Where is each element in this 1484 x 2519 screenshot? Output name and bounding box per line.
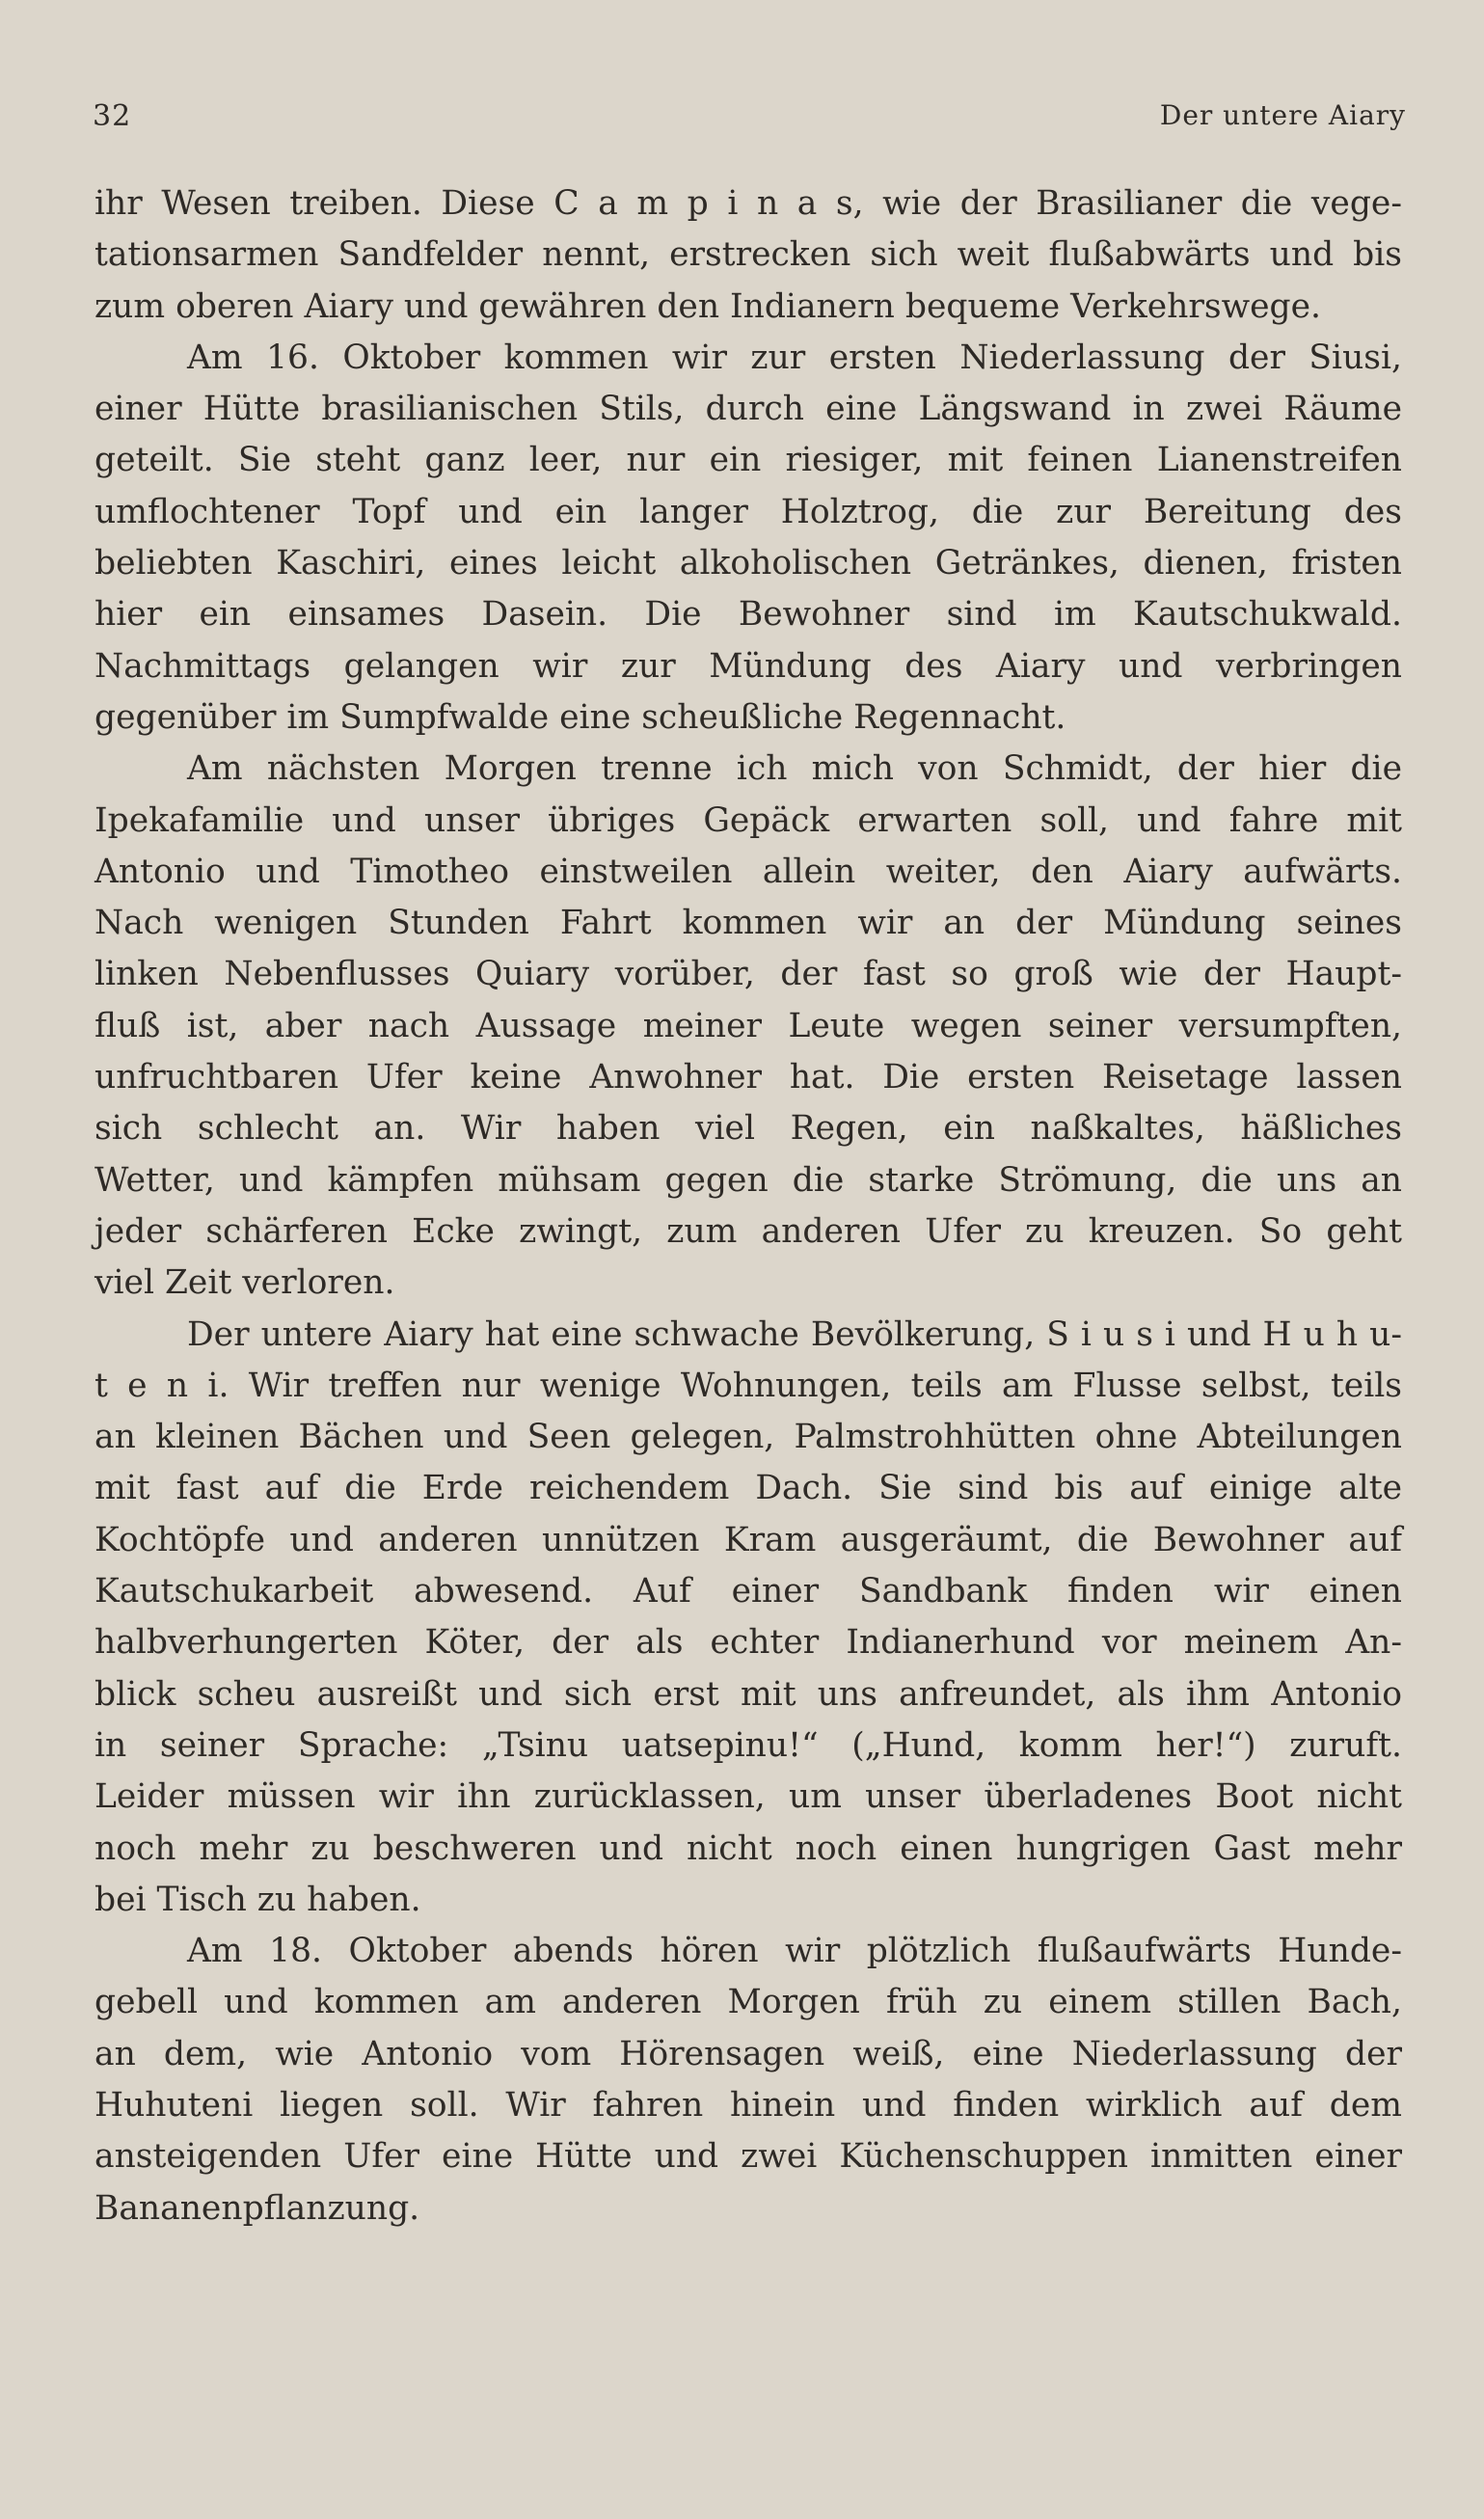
text-line: Huhuteni liegen soll. Wir fahren hinein und finden wirklich auf dem	[94, 2085, 1402, 2125]
text-line: Nachmittags gelangen wir zur Mündung des Aiary und verbringen	[94, 646, 1402, 686]
text-line: Am 18. Oktober abends hören wir plötzlich flußaufwärts Hunde-	[187, 1932, 1402, 1971]
text-line: beliebten Kaschiri, eines leicht alkoholischen Getränkes, dienen, fristen	[94, 544, 1402, 583]
text-line: Am 16. Oktober kommen wir zur ersten Niederlassung der Siusi,	[187, 338, 1402, 377]
text-line: ihr Wesen treiben. Diese C a m p i n a s, wie der Brasilianer die vege-	[94, 184, 1402, 223]
text-line: tationsarmen Sandfelder nennt, erstrecken sich weit flußabwärts und bis	[94, 235, 1402, 275]
text-line: Nach wenigen Stunden Fahrt kommen wir an der Mündung seines	[94, 904, 1402, 943]
text-line: gebell und kommen am anderen Morgen früh zu einem stillen Bach,	[94, 1983, 1402, 2022]
text-line: geteilt. Sie steht ganz leer, nur ein riesiger, mit feinen Lianenstreifen	[94, 441, 1402, 480]
text-line: ansteigenden Ufer eine Hütte und zwei Küchenschuppen inmitten einer	[94, 2137, 1402, 2177]
body-text	[94, 178, 1402, 2235]
text-line: Wetter, und kämpfen mühsam gegen die starke Strömung, die uns an	[94, 1160, 1402, 1200]
page-number: 32	[93, 99, 132, 133]
page-header	[93, 99, 1406, 138]
text-line: Ipekafamilie und unser übriges Gepäck erwarten soll, und fahre mit	[94, 800, 1402, 840]
text-line: Kautschukarbeit abwesend. Auf einer Sandbank finden wir einen	[94, 1572, 1402, 1612]
text-line: mit fast auf die Erde reichendem Dach. Sie sind bis auf einige alte	[94, 1469, 1402, 1508]
text-line: jeder schärferen Ecke zwingt, zum anderen Ufer zu kreuzen. So geht	[94, 1211, 1402, 1251]
text-line: zum oberen Aiary und gewähren den Indianern bequeme Verkehrswege.	[94, 286, 1321, 326]
text-line: Leider müssen wir ihn zurücklassen, um unser überladenes Boot nicht	[94, 1777, 1402, 1817]
text-line: halbverhungerten Köter, der als echter Indianerhund vor meinem An-	[94, 1623, 1402, 1663]
text-line: unfruchtbaren Ufer keine Anwohner hat. Die ersten Reisetage lassen	[94, 1058, 1402, 1097]
text-line: hier ein einsames Dasein. Die Bewohner sind im Kautschukwald.	[94, 595, 1402, 635]
text-line: einer Hütte brasilianischen Stils, durch eine Längswand in zwei Räume	[94, 390, 1402, 429]
text-line: viel Zeit verloren.	[94, 1263, 395, 1303]
text-line: Bananenpflanzung.	[94, 2188, 420, 2228]
text-line: Der untere Aiary hat eine schwache Bevölkerung, S i u s i und H u h u-	[187, 1314, 1402, 1354]
text-line: Am nächsten Morgen trenne ich mich von Schmidt, der hier die	[187, 749, 1402, 789]
text-line: sich schlecht an. Wir haben viel Regen, ein naßkaltes, häßliches	[94, 1109, 1402, 1149]
text-line: umflochtener Topf und ein langer Holztrog, die zur Bereitung des	[94, 492, 1402, 531]
text-line: an kleinen Bächen und Seen gelegen, Palmstrohhütten ohne Abteilungen	[94, 1418, 1402, 1457]
running-title: Der untere Aiary	[1159, 99, 1406, 131]
text-line: noch mehr zu beschweren und nicht noch einen hungrigen Gast mehr	[94, 1828, 1402, 1868]
text-line: t e n i. Wir treffen nur wenige Wohnungen, teils am Flusse selbst, teils	[94, 1366, 1402, 1405]
text-line: Antonio und Timotheo einstweilen allein weiter, den Aiary aufwärts.	[94, 852, 1402, 891]
text-line: linken Nebenflusses Quiary vorüber, der fast so groß wie der Haupt-	[94, 955, 1402, 994]
text-line: blick scheu ausreißt und sich erst mit uns anfreundet, als ihm Antonio	[94, 1674, 1402, 1714]
text-line: fluß ist, aber nach Aussage meiner Leute wegen seiner versumpften,	[94, 1006, 1402, 1045]
text-line: in seiner Sprache: „Tsinu uatsepinu!“ („Hund, komm her!“) zuruft.	[94, 1725, 1402, 1765]
text-line: bei Tisch zu haben.	[94, 1880, 421, 1919]
text-line: gegenüber im Sumpfwalde eine scheußliche Regennacht.	[94, 697, 1066, 737]
text-line: an dem, wie Antonio vom Hörensagen weiß, eine Niederlassung der	[94, 2034, 1402, 2073]
text-line: Kochtöpfe und anderen unnützen Kram ausgeräumt, die Bewohner auf	[94, 1520, 1402, 1559]
